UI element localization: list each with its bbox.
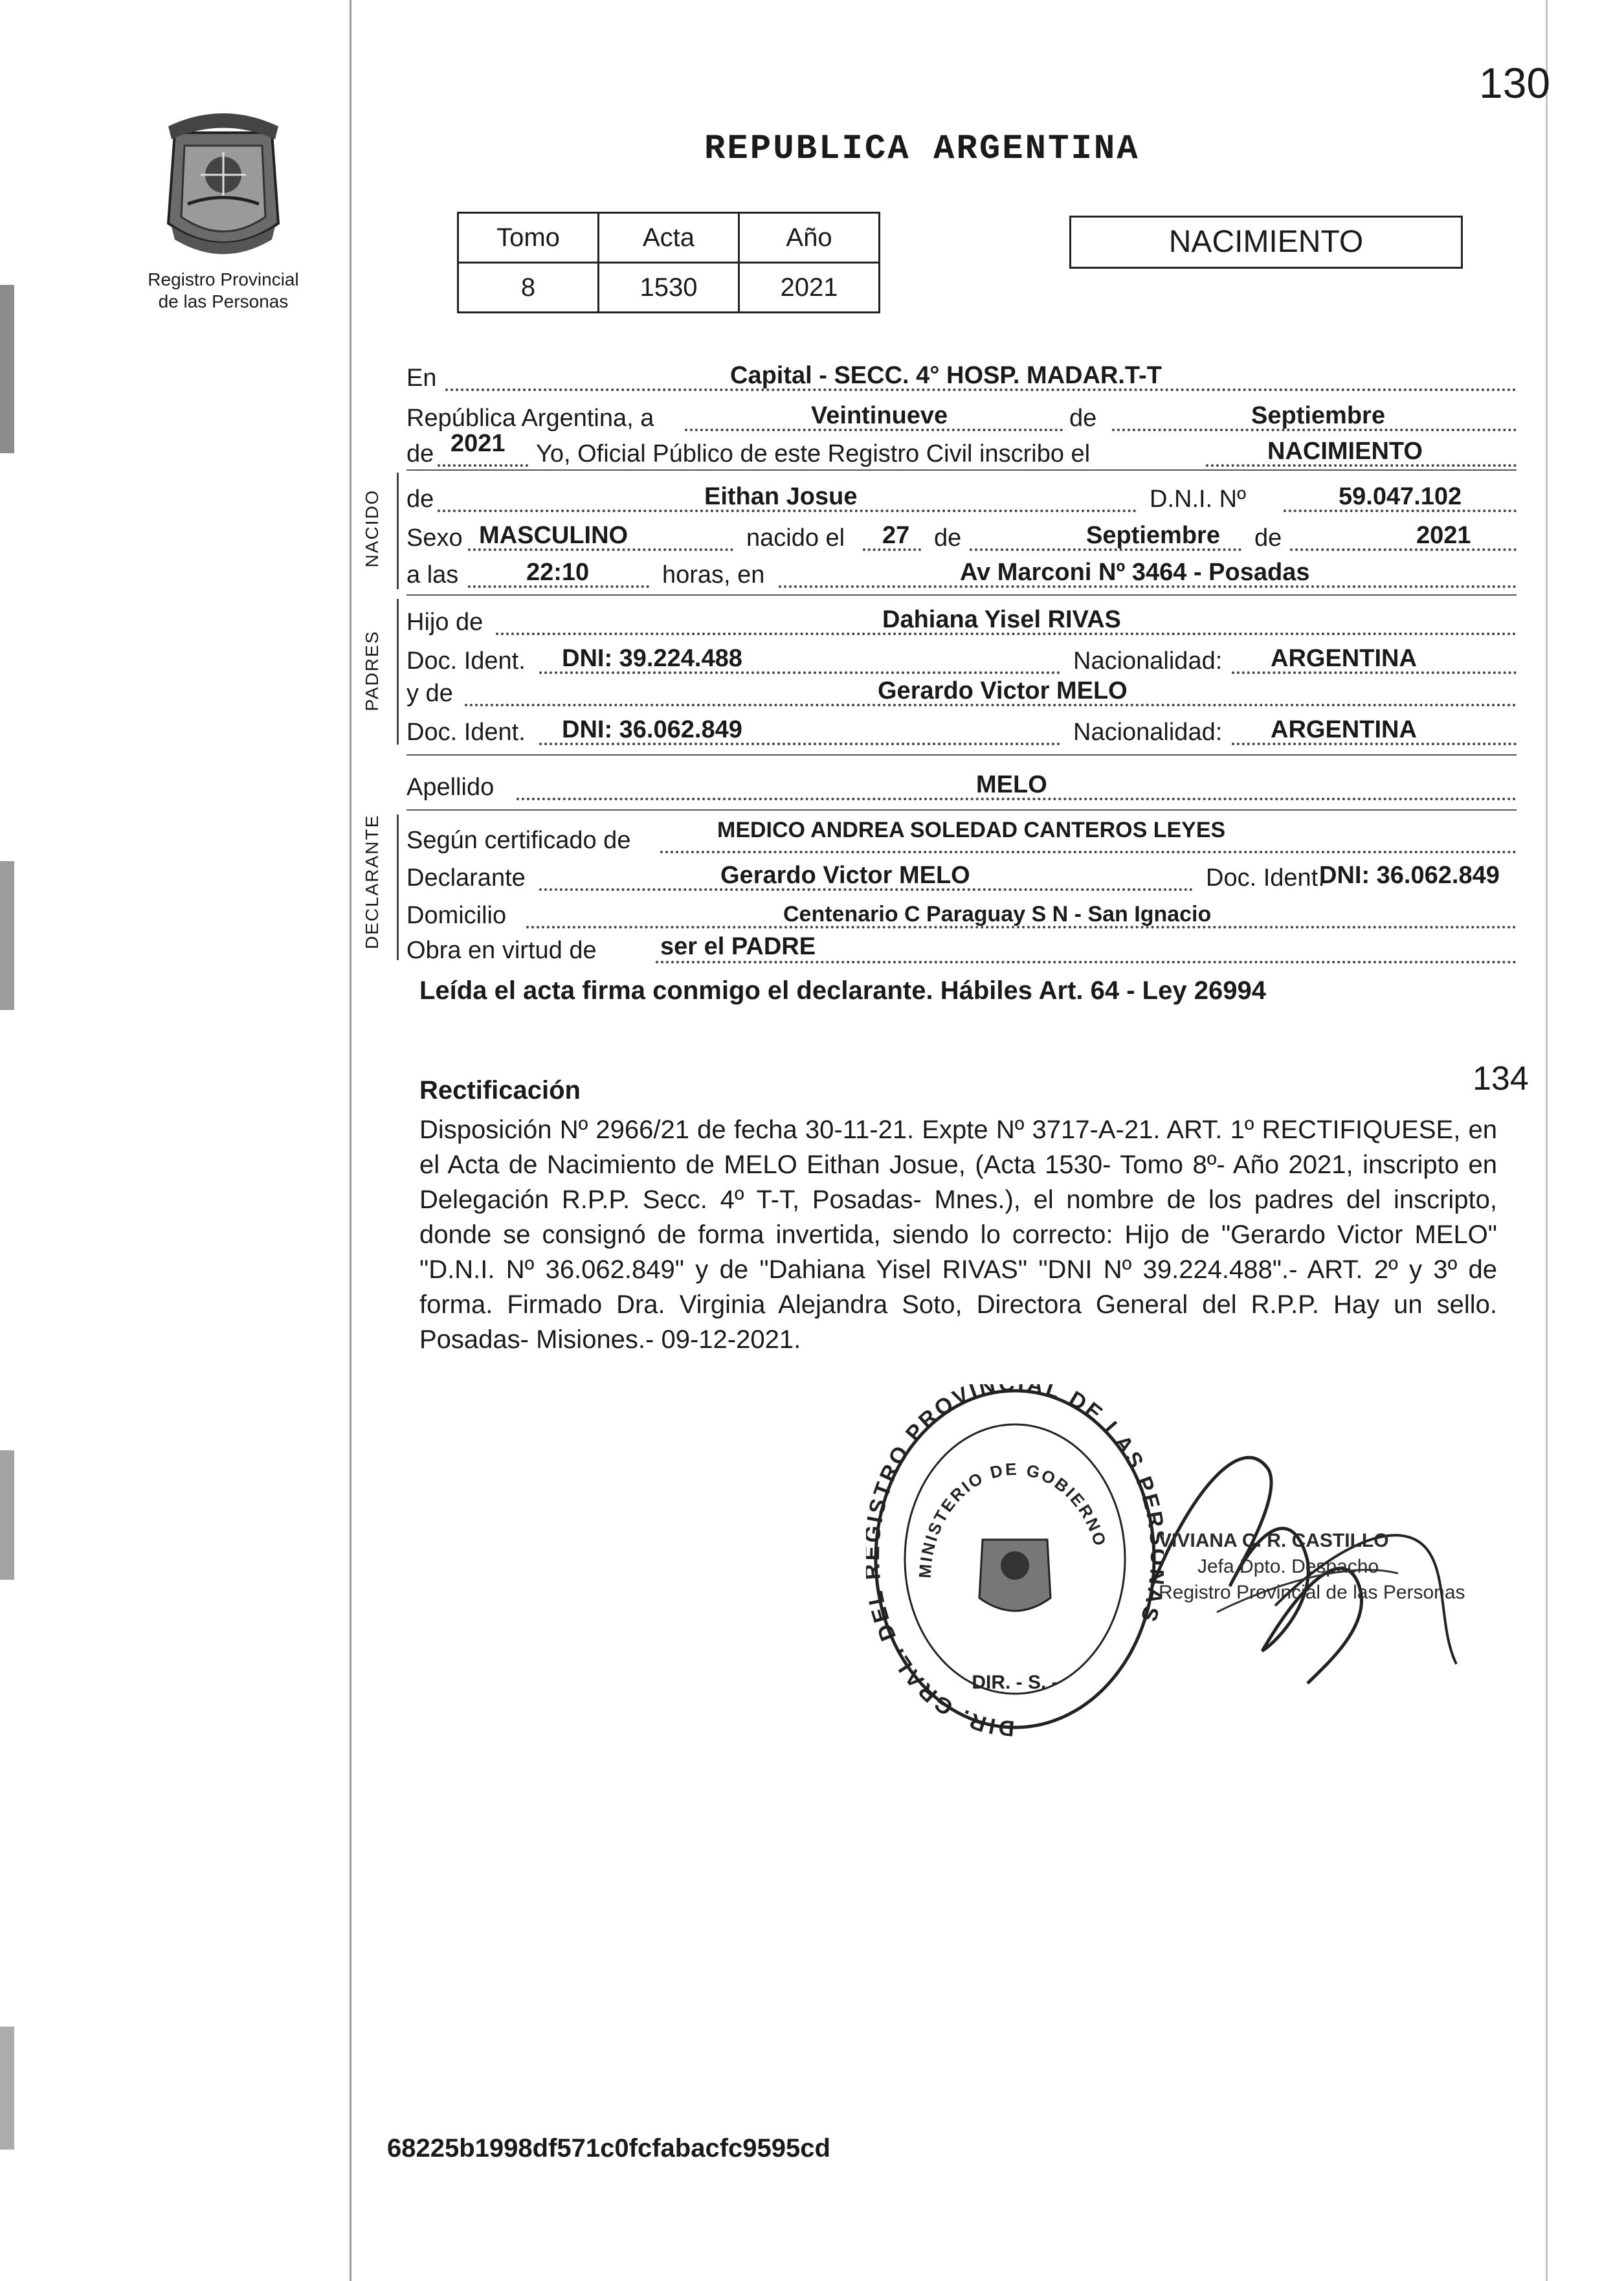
scan-mark — [0, 285, 14, 453]
row-father — [406, 670, 1517, 710]
day-words: Veintinueve — [811, 402, 948, 429]
row-sexo — [406, 515, 1517, 555]
row-time — [406, 552, 1517, 592]
stamp-inner-text: MINISTERIO DE GOBIERNO — [915, 1459, 1111, 1579]
section-bar — [397, 815, 399, 960]
label-yde: y de — [406, 680, 453, 707]
record-type-box: NACIMIENTO — [1069, 216, 1463, 269]
stamp-ring-text: DIR. GRAL. DE STRO PROVIN AL DE LAS PE S — [866, 1384, 1164, 1740]
row-apellido — [406, 764, 1517, 804]
label-de: de — [934, 524, 962, 552]
label-doc: Doc. Ident. — [1206, 864, 1325, 892]
declarante-name: Gerardo Victor MELO — [720, 862, 970, 889]
section-divider — [406, 809, 1517, 811]
signer-office: Registro Provincial de las Personas — [1159, 1582, 1465, 1603]
row-mother — [406, 599, 1517, 639]
declarante-doc: DNI: 36.062.849 — [1319, 862, 1500, 889]
certificado-value: MEDICO ANDREA SOLEDAD CANTEROS LEYES — [717, 818, 1226, 842]
father-doc: DNI: 36.062.849 — [562, 716, 742, 743]
row-domicilio — [406, 892, 1517, 932]
birth-year: 2021 — [1416, 522, 1471, 549]
label-horas: horas, en — [662, 561, 765, 589]
emblem-caption-line: de las Personas — [158, 291, 289, 311]
right-margin-line — [1546, 0, 1548, 2281]
label-de: de — [1254, 524, 1282, 552]
mother-doc: DNI: 39.224.488 — [562, 645, 742, 672]
dotted-line — [660, 848, 1517, 853]
label-hijo: Hijo de — [406, 609, 484, 636]
father-name: Gerardo Victor MELO — [878, 677, 1128, 704]
rectificacion-title: Rectificación — [419, 1076, 581, 1105]
row-inscribe — [406, 431, 1517, 471]
section-label-padres: PADRES — [362, 630, 382, 712]
label-nacido: nacido el — [746, 524, 845, 552]
header-tomo: Tomo — [458, 213, 599, 263]
child-dni: 59.047.102 — [1339, 483, 1462, 510]
scan-mark — [0, 861, 14, 1010]
signer-title: Jefa Dpto. Despacho — [1197, 1556, 1379, 1577]
closing-statement: Leída el acta firma conmigo el declarante. Hábiles Art. 64 - Ley 26994 — [419, 976, 1266, 1005]
label-dni: D.N.I. Nº — [1150, 486, 1246, 513]
province-emblem — [155, 107, 291, 262]
value-tomo: 8 — [458, 263, 599, 313]
value-ano: 2021 — [739, 263, 880, 313]
label-nacionalidad: Nacionalidad: — [1073, 647, 1223, 675]
section-divider — [406, 469, 1517, 471]
label-de: de — [1065, 405, 1100, 433]
margin-line — [350, 0, 351, 2281]
rectificacion-number: 134 — [1473, 1060, 1529, 1097]
sexo-value: MASCULINO — [479, 522, 628, 549]
label-inscribo: Yo, Oficial Público de este Registro Civil inscribo el — [536, 440, 1091, 467]
place-value: Capital - SECC. 4° HOSP. MADAR.T-T — [730, 362, 1162, 389]
domicilio-value: Centenario C Paraguay S N - San Ignacio — [783, 902, 1212, 927]
record-table-header — [458, 213, 880, 263]
row-date — [406, 395, 1517, 435]
father-nationality: ARGENTINA — [1271, 716, 1417, 743]
dotted-line — [438, 462, 528, 467]
page-title: REPUBLICA ARGENTINA — [704, 129, 1140, 169]
label-domicilio: Domicilio — [406, 902, 507, 929]
month: Septiembre — [1251, 402, 1385, 429]
birth-address: Av Marconi Nº 3464 - Posadas — [960, 559, 1310, 586]
label-en: En — [406, 365, 437, 392]
section-bar — [397, 599, 399, 745]
dotted-line — [1290, 546, 1517, 551]
label-doc: Doc. Ident. — [406, 647, 526, 675]
stamp-bottom-text: DIR. - S. - — [972, 1672, 1058, 1693]
label-doc: Doc. Ident. — [406, 719, 526, 746]
label-de2: de — [406, 440, 434, 467]
label-de: de — [406, 486, 434, 513]
child-name: Eithan Josue — [704, 483, 858, 510]
section-divider — [406, 754, 1517, 756]
signature-block — [1159, 1528, 1465, 1606]
header-acta: Acta — [599, 213, 739, 263]
page-number: 130 — [1479, 59, 1551, 107]
mother-name: Dahiana Yisel RIVAS — [882, 606, 1121, 633]
mother-nationality: ARGENTINA — [1271, 645, 1417, 672]
record-table — [457, 212, 880, 313]
emblem-caption — [126, 269, 320, 313]
birth-day: 27 — [882, 522, 910, 549]
label-sexo: Sexo — [406, 524, 463, 552]
scan-mark — [0, 1450, 14, 1580]
section-label-declarante: DECLARANTE — [362, 814, 382, 949]
record-table-values — [458, 263, 880, 313]
birth-time: 22:10 — [526, 559, 590, 586]
label-declarante: Declarante — [406, 864, 526, 892]
value-acta: 1530 — [599, 263, 739, 313]
inscribed-type: NACIMIENTO — [1267, 438, 1423, 465]
emblem-icon — [155, 107, 291, 262]
rectificacion-body: Disposición Nº 2966/21 de fecha 30-11-21. Expte Nº 3717-A-21. ART. 1º RECTIFIQUESE, en el Acta de Nacimiento de MELO Eithan Josue, (Acta 1530- Tomo 8º- Año 2021, inscripto en Delegación R.P.P. Secc. 4º T-T, Posadas- Mnes.), el nombre de los padres del inscripto, donde se consignó de forma invertida, siendo lo correcto: Hijo de "Gerardo Victor MELO" "D.N.I. Nº 36.062.849" y de "Dahiana Yisel RIVAS" "DNI Nº 39.224.488".- ART. 2º y 3º de forma. Firmado Dra. Virginia Alejandra Soto, Directora General del R.P.P. Hay un sello. Posadas- Misiones.- 09-12-2021. — [419, 1116, 1497, 1354]
document-hash: 68225b1998df571c0fcfabacfc9595cd — [387, 2134, 830, 2163]
obra-value: ser el PADRE — [660, 933, 816, 960]
row-father-doc — [406, 709, 1517, 749]
label-alas: a las — [406, 561, 459, 589]
signer-name: VIVIANA C. R. CASTILLO — [1159, 1530, 1389, 1551]
section-label-nacido: NACIDO — [362, 489, 382, 568]
emblem-caption-line: Registro Provincial — [148, 269, 299, 289]
label-republica: República Argentina, a — [406, 405, 654, 432]
label-apellido: Apellido — [406, 774, 495, 801]
label-certificado: Según certificado de — [406, 827, 631, 854]
scan-mark — [0, 2027, 14, 2150]
row-name — [406, 476, 1517, 516]
row-obra — [406, 927, 1517, 967]
apellido-value: MELO — [976, 771, 1047, 798]
header-ano: Año — [739, 213, 880, 263]
row-declarante — [406, 855, 1517, 895]
label-obra: Obra en virtud de — [406, 937, 597, 964]
section-divider — [406, 594, 1517, 596]
section-bar — [397, 473, 399, 589]
label-nacionalidad: Nacionalidad: — [1073, 719, 1223, 746]
row-certificado — [406, 817, 1517, 857]
year: 2021 — [450, 430, 506, 457]
row-place — [406, 355, 1517, 395]
birth-month: Septiembre — [1086, 522, 1220, 549]
